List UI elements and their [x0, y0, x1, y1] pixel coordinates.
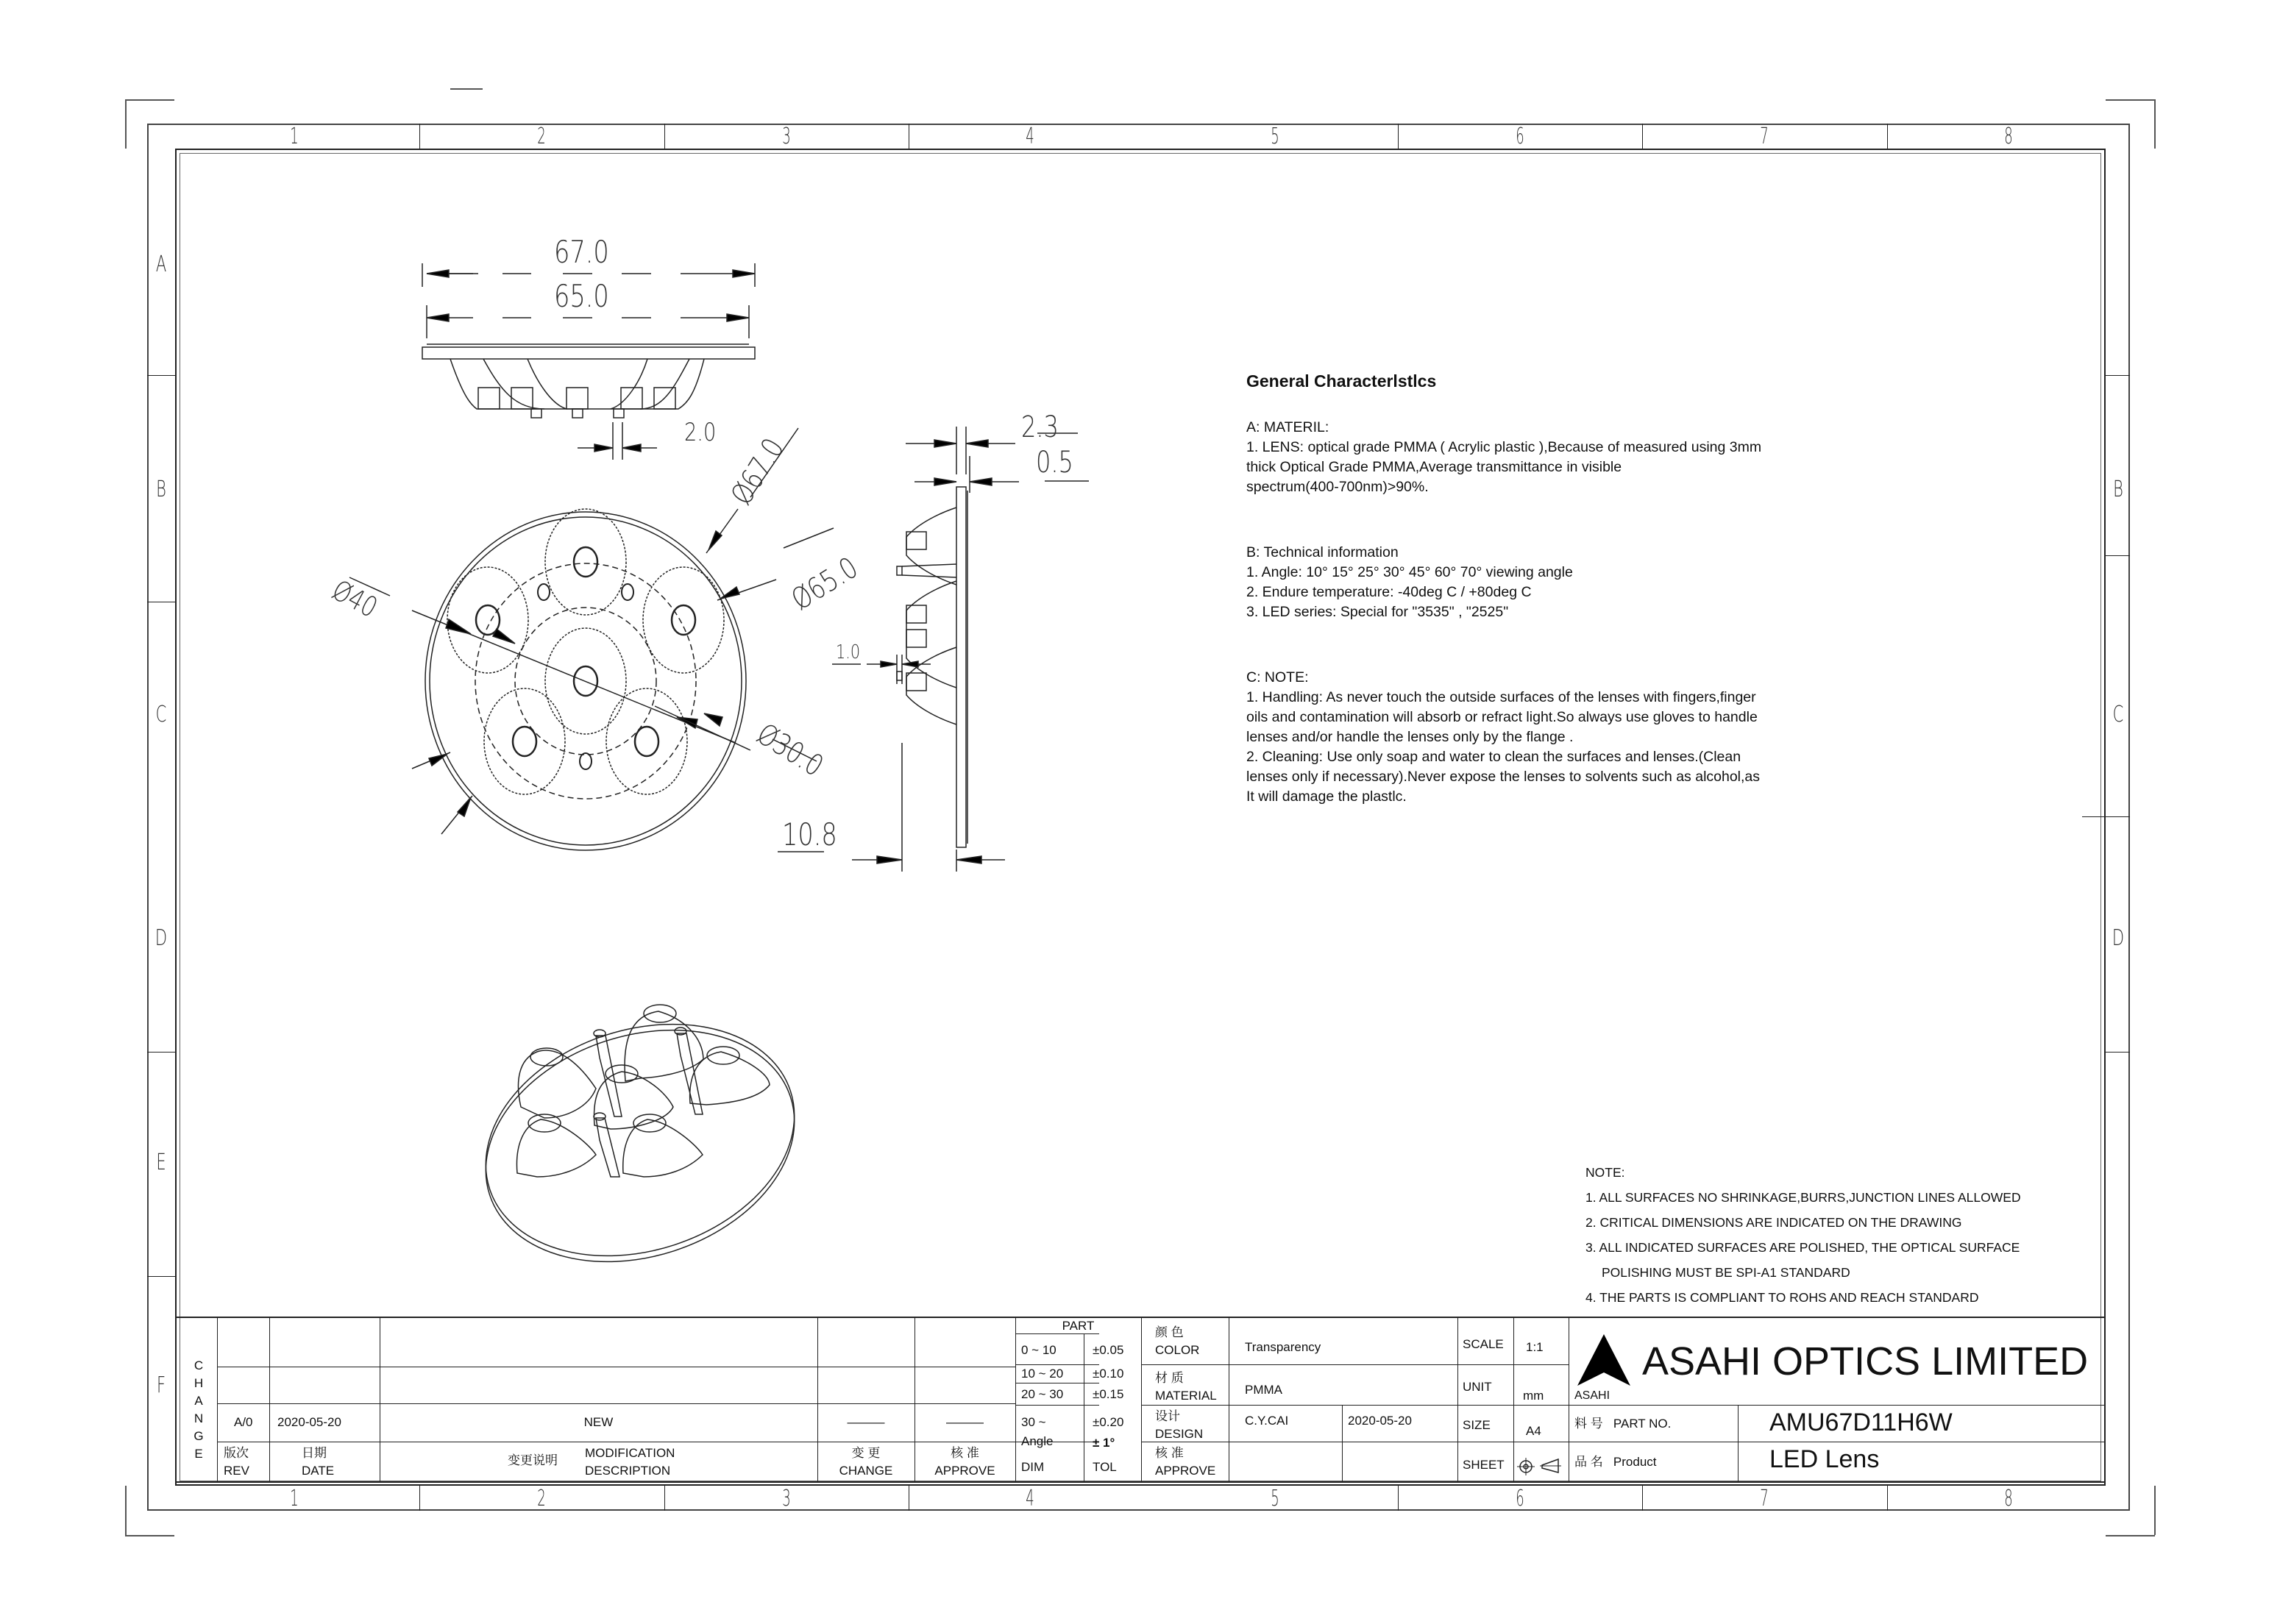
desc-header-cn: 变更说明: [508, 1453, 558, 1467]
asahi-logo-icon: [1574, 1331, 1633, 1392]
zone-col-1-bottom: 1: [290, 1486, 299, 1511]
projection-symbol-icon: [1516, 1450, 1567, 1477]
section-technical-info: [1246, 543, 1872, 622]
zone-col-3: 3: [782, 124, 791, 149]
note-item: POLISHING MUST BE SPI-A1 STANDARD: [1602, 1265, 1850, 1280]
section-technical-heading: B: Technical information: [1246, 544, 1399, 560]
zone-col-3-bottom: 3: [782, 1486, 791, 1511]
zone-row-c-right: C: [2112, 702, 2124, 727]
dim-2-top: 2.0: [684, 418, 717, 447]
dim-10-8: 10.8: [782, 816, 837, 852]
zone-row-b: B: [156, 477, 166, 502]
date-header: 日期 DATE: [302, 1446, 335, 1478]
unit-label: UNIT: [1463, 1380, 1492, 1394]
note-line: It will damage the plastlc.: [1246, 788, 1407, 805]
note-item: 2. CRITICAL DIMENSIONS ARE INDICATED ON THE DRAWING: [1585, 1215, 1962, 1230]
tol-footer-dim: DIM: [1021, 1460, 1045, 1474]
note-line: lenses only if necessary).Never expose the lenses to solvents such as alcohol,as: [1246, 769, 1761, 785]
zone-col-2: 2: [537, 124, 546, 149]
general-characteristics-title: General Characterlstlcs: [1246, 371, 1437, 391]
zone-row-b-right: B: [2113, 477, 2123, 502]
revision-description: NEW: [583, 1415, 614, 1429]
zone-col-7-bottom: 7: [1760, 1486, 1769, 1511]
material-line: thick Optical Grade PMMA,Average transmittance in visible: [1246, 459, 1622, 475]
zone-col-4: 4: [1026, 124, 1034, 149]
change-header: 变 更 CHANGE: [839, 1446, 893, 1478]
material-label: 材 质 MATERIAL: [1155, 1371, 1217, 1403]
sheet-label: SHEET: [1463, 1458, 1505, 1472]
dim-1-0: 1.0: [836, 641, 861, 663]
color-label: 颜 色 COLOR: [1155, 1325, 1200, 1357]
note-item: 3. ALL INDICATED SURFACES ARE POLISHED, THE OPTICAL SURFACE: [1585, 1240, 2020, 1255]
part-no-label: 料 号 PART NO.: [1574, 1417, 1672, 1431]
dim-dia-67: Ø67.0: [725, 432, 792, 511]
zone-col-1: 1: [290, 124, 299, 149]
tol-range-0: 0 ~ 10: [1021, 1343, 1056, 1357]
zone-row-f: F: [156, 1372, 166, 1398]
revision-date: 2020-05-20: [277, 1415, 341, 1429]
section-note: [1246, 668, 1872, 807]
zone-col-8-bottom: 8: [2004, 1486, 2013, 1511]
zone-col-6-bottom: 6: [1516, 1486, 1524, 1511]
scale-value: 1:1: [1526, 1340, 1544, 1354]
zone-col-5-bottom: 5: [1271, 1486, 1279, 1511]
tol-range-4: Angle: [1021, 1434, 1054, 1448]
design-label: 设计 DESIGN: [1155, 1409, 1204, 1441]
notes-heading: NOTE:: [1585, 1165, 1625, 1180]
note-line: 1. Handling: As never touch the outside surfaces of the lenses with fingers,finger: [1246, 689, 1756, 705]
dim-dia-30: Ø30.0: [750, 717, 829, 784]
scale-label: SCALE: [1463, 1337, 1504, 1351]
zone-row-c: C: [155, 702, 167, 727]
zone-row-a: A: [155, 252, 167, 277]
tolerance-title: PART: [1062, 1319, 1095, 1333]
note-item: 1. ALL SURFACES NO SHRINKAGE,BURRS,JUNCTION LINES ALLOWED: [1585, 1190, 2021, 1205]
isometric-view: [455, 986, 825, 1300]
tol-range-3: 30 ~: [1021, 1415, 1046, 1429]
desc-header-en: MODIFICATION DESCRIPTION: [585, 1446, 675, 1478]
note-line: 2. Cleaning: Use only soap and water to clean the surfaces and lenses.(Clean: [1246, 749, 1741, 765]
section-note-heading: C: NOTE:: [1246, 669, 1309, 685]
material-line: spectrum(400-700nm)>90%.: [1246, 479, 1429, 495]
dim-65-top: 65.0: [554, 278, 609, 314]
zone-row-d: D: [155, 925, 168, 951]
section-material: [1246, 418, 1872, 497]
tol-range-1: 10 ~ 20: [1021, 1367, 1064, 1381]
note-line: lenses and/or handle the lenses only by the flange .: [1246, 729, 1574, 745]
part-no-value: AMU67D11H6W: [1769, 1408, 1953, 1436]
design-date: 2020-05-20: [1348, 1414, 1412, 1428]
dim-dia-65: Ø65.0: [786, 550, 864, 618]
size-value: A4: [1526, 1424, 1541, 1438]
change-vertical-label: C H A N G E: [193, 1358, 204, 1461]
revision-approve: ———: [946, 1415, 984, 1429]
designer-name: C.Y.CAI: [1245, 1414, 1289, 1428]
rev-header: 版次 REV: [224, 1446, 249, 1478]
dim-2-3: 2.3: [1021, 410, 1059, 444]
zone-row-d-right: D: [2112, 925, 2125, 951]
size-label: SIZE: [1463, 1418, 1491, 1432]
dim-67-top: 67.0: [554, 234, 609, 270]
tol-value-0: ±0.05: [1093, 1343, 1124, 1357]
dim-0-5: 0.5: [1036, 446, 1073, 480]
tol-range-2: 20 ~ 30: [1021, 1387, 1064, 1401]
product-label: 品 名 Product: [1574, 1455, 1657, 1469]
color-value: Transparency: [1245, 1340, 1321, 1354]
tol-footer-tol: TOL: [1093, 1460, 1117, 1474]
approve-header: 核 准 APPROVE: [934, 1446, 995, 1478]
tol-value-2: ±0.15: [1093, 1387, 1124, 1401]
zone-row-e: E: [156, 1150, 166, 1175]
tol-value-4: ± 1°: [1093, 1436, 1115, 1450]
unit-value: mm: [1523, 1389, 1544, 1403]
company-name: ASAHI OPTICS LIMITED: [1642, 1339, 2089, 1383]
zone-col-7: 7: [1760, 124, 1769, 149]
material-value: PMMA: [1245, 1383, 1282, 1397]
section-material-heading: A: MATERIL:: [1246, 419, 1329, 435]
dim-dia-40: Ø40: [327, 574, 383, 624]
material-line: 1. LENS: optical grade PMMA ( Acrylic plastic ),Because of measured using 3mm: [1246, 439, 1762, 455]
zone-col-5: 5: [1271, 124, 1279, 149]
revision-change: ———: [847, 1415, 885, 1429]
logo-caption: ASAHI: [1574, 1389, 1610, 1402]
zone-col-8: 8: [2004, 124, 2013, 149]
product-value: LED Lens: [1769, 1445, 1880, 1473]
note-item: 4. THE PARTS IS COMPLIANT TO ROHS AND REACH STANDARD: [1585, 1290, 1979, 1305]
technical-line: 1. Angle: 10° 15° 25° 30° 45° 60° 70° viewing angle: [1246, 564, 1573, 580]
zone-col-4-bottom: 4: [1026, 1486, 1034, 1511]
technical-line: 3. LED series: Special for "3535" , "2525": [1246, 604, 1509, 620]
approve-label: 核 准 APPROVE: [1155, 1446, 1216, 1478]
zone-col-6: 6: [1516, 124, 1524, 149]
note-line: oils and contamination will absorb or refract light.So always use gloves to handle: [1246, 709, 1758, 725]
tol-value-3: ±0.20: [1093, 1415, 1124, 1429]
technical-line: 2. Endure temperature: -40deg C / +80deg C: [1246, 584, 1532, 600]
drawing-notes: [1585, 1160, 2021, 1310]
side-view: [778, 427, 1089, 872]
zone-col-2-bottom: 2: [537, 1486, 546, 1511]
tol-value-1: ±0.10: [1093, 1367, 1124, 1381]
revision-rev: A/0: [234, 1415, 253, 1429]
